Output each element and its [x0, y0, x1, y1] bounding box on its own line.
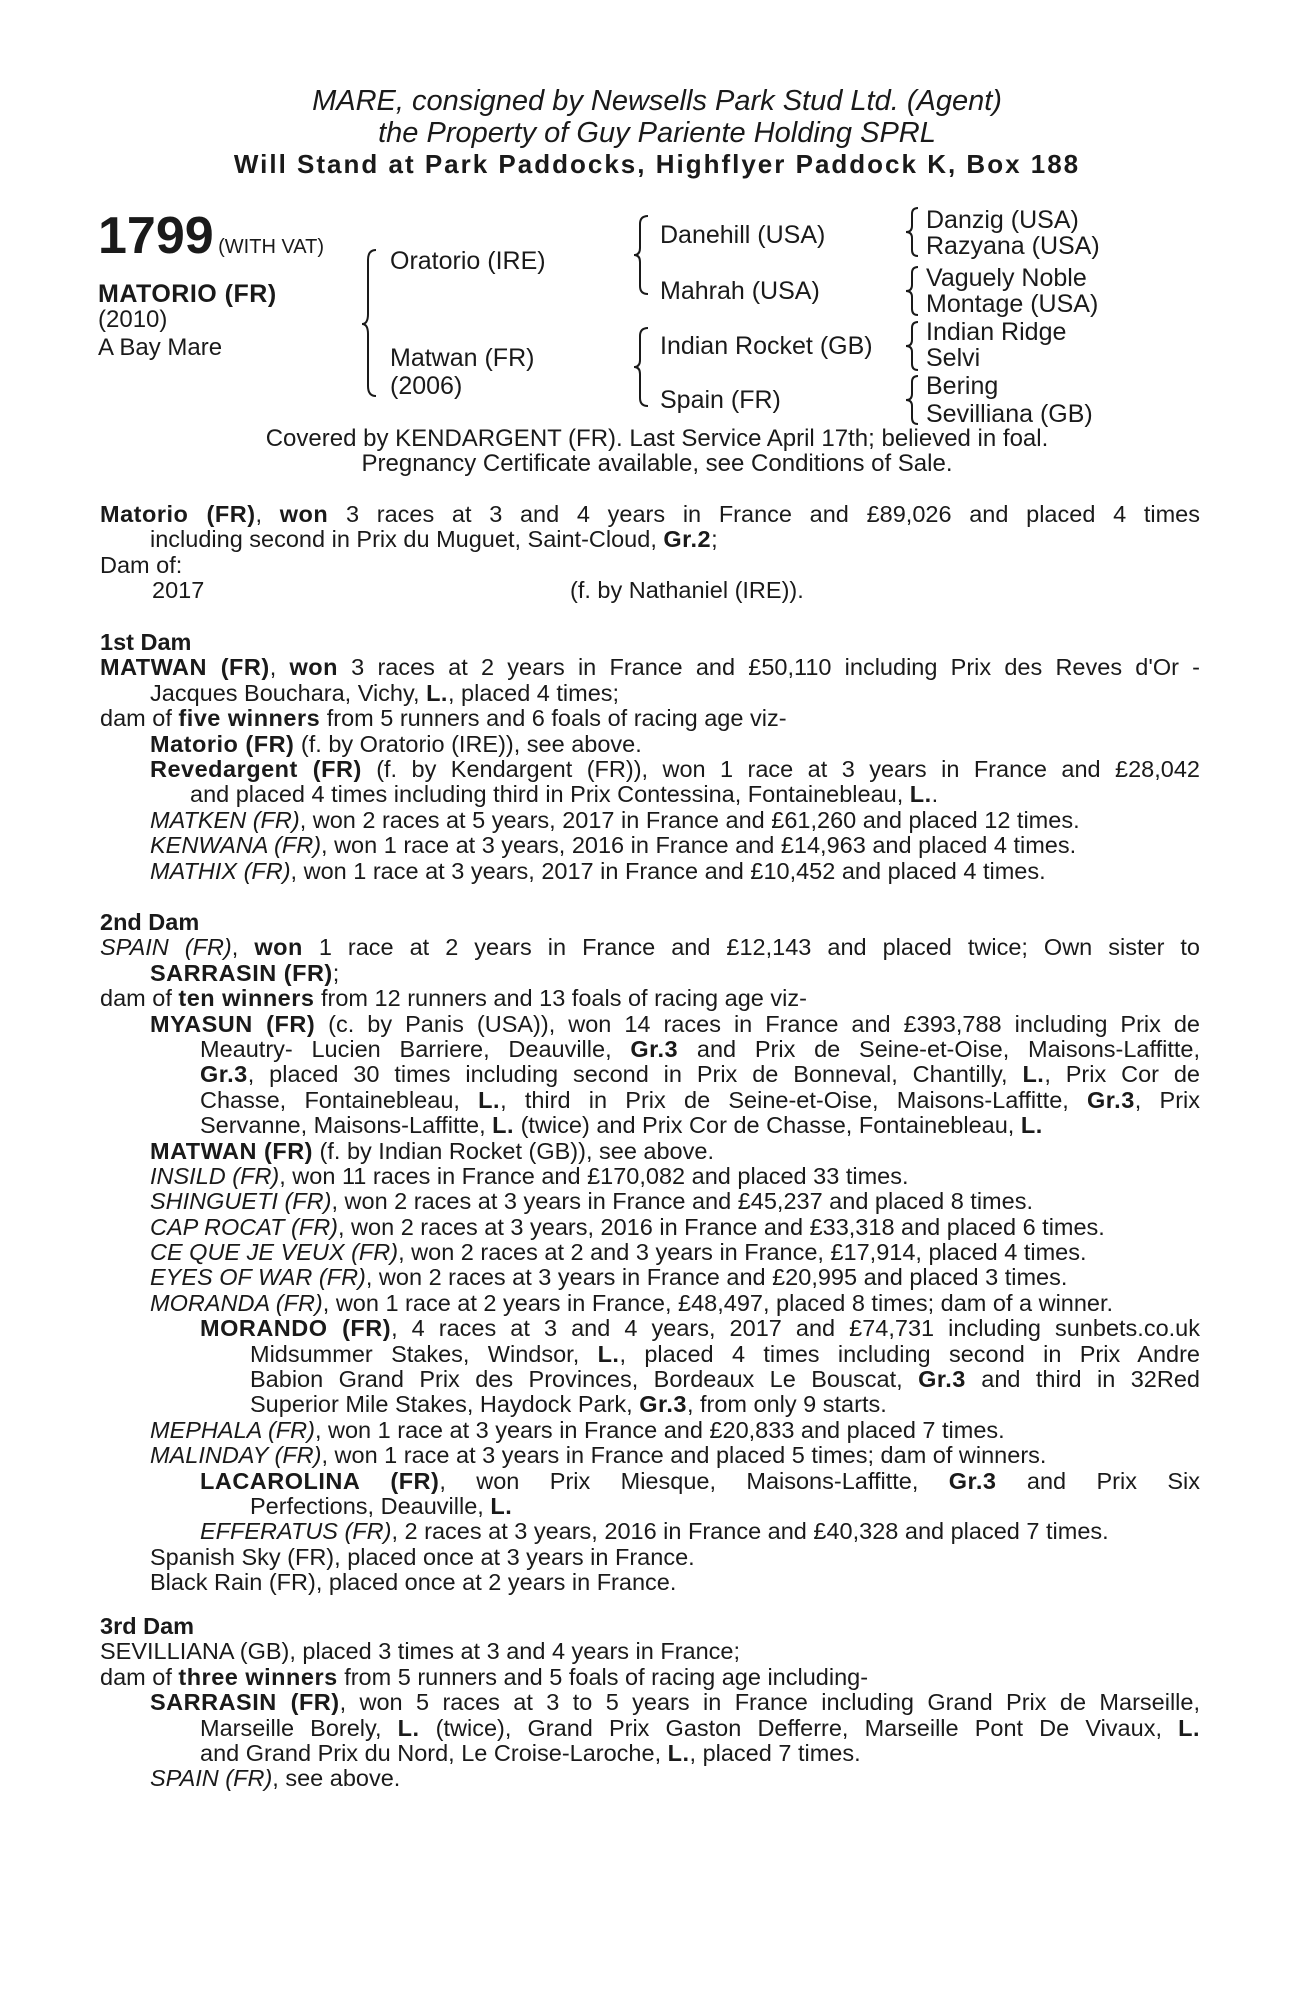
produce-shingueti: SHINGUETI (FR), won 2 races at 3 years in France and £45,237 and placed 8 times.: [150, 1188, 1033, 1215]
intro-line-2: including second in Prix du Muguet, Saint-Cloud, Gr.2;: [150, 526, 718, 553]
sire-dam-sire: Vaguely Noble: [926, 264, 1087, 292]
produce-myasun-line-2: Meautry- Lucien Barriere, Deauville, Gr.3 and Prix de Seine-et-Oise, Maisons-Laffitte,: [200, 1036, 1200, 1062]
produce-morando: MORANDO (FR), 4 races at 3 and 4 years, 2017 and £74,731 including sunbets.co.uk: [200, 1316, 1200, 1342]
produce-cap-rocat: CAP ROCAT (FR), won 2 races at 3 years, 2016 in France and £33,318 and placed 6 times.: [150, 1213, 1105, 1240]
produce-moranda: MORANDA (FR), won 1 race at 2 years in France, £48,497, placed 8 times; dam of a winner.: [150, 1289, 1114, 1316]
produce-malinday: MALINDAY (FR), won 1 race at 3 years in France and placed 5 times; dam of winners.: [150, 1442, 1047, 1469]
second-dam-section: [100, 910, 1200, 1596]
gen3-brace-4: [904, 374, 924, 426]
dam-dam: Spain (FR): [660, 386, 781, 414]
intro-line-1: Matorio (FR), won 3 races at 3 and 4 years in France and £89,026 and placed 4 times: [100, 502, 1200, 527]
lot-description: A Bay Mare: [98, 334, 223, 361]
third-dam-line-1: SEVILLIANA (GB), placed 3 times at 3 and 4 years in France;: [100, 1638, 741, 1665]
vat-note: (WITH VAT): [218, 236, 325, 258]
sire-name: Oratorio (IRE): [390, 247, 546, 275]
third-dam-line-2: dam of three winners from 5 runners and 5 foals of racing age including-: [100, 1663, 869, 1690]
intro-section: [100, 502, 1200, 604]
second-dam-line-1: SPAIN (FR), won 1 race at 2 years in France and £12,143 and placed twice; Own sister to: [100, 935, 1200, 961]
sire-sire-sire: Danzig (USA): [926, 206, 1079, 234]
produce-matorio: Matorio (FR) (f. by Oratorio (IRE)), see above.: [150, 730, 642, 757]
first-dam-line-1: MATWAN (FR), won 3 races at 2 years in France and £50,110 including Prix des Reves d'Or -: [100, 655, 1200, 681]
intro-dam-of: Dam of:: [100, 551, 183, 578]
produce-eyes-of-war: EYES OF WAR (FR), won 2 races at 3 years in France and £20,995 and placed 3 times.: [150, 1264, 1068, 1291]
first-dam-section: [100, 630, 1200, 884]
second-dam-line-3: dam of ten winners from 12 runners and 13 foals of racing age viz-: [100, 985, 807, 1012]
sire-dam-dam: Montage (USA): [926, 290, 1099, 318]
lot-number: 1799: [98, 207, 214, 265]
third-dam-section: [100, 1614, 1200, 1792]
lot-name: MATORIO (FR): [98, 280, 277, 308]
lot-year: (2010): [98, 306, 168, 333]
produce-kenwana: KENWANA (FR), won 1 race at 3 years, 2016 in France and £14,963 and placed 4 times.: [150, 832, 1077, 859]
sire-sire-dam: Razyana (USA): [926, 232, 1100, 260]
produce-morando-line-2: Midsummer Stakes, Windsor, L., placed 4 times including second in Prix Andre: [250, 1341, 1200, 1367]
produce-ce-que-je-veux: CE QUE JE VEUX (FR), won 2 races at 2 and 3 years in France, £17,914, placed 4 times.: [150, 1239, 1087, 1266]
produce-efferatus: EFFERATUS (FR), 2 races at 3 years, 2016 in France and £40,328 and placed 7 times.: [200, 1518, 1109, 1545]
sire-line-brace: [634, 214, 658, 296]
produce-lacarolina-line-2: Perfections, Deauville, L.: [250, 1492, 513, 1519]
produce-myasun-line-5: Servanne, Maisons-Laffitte, L. (twice) and Prix Cor de Chasse, Fontainebleau, L.: [200, 1112, 1043, 1139]
sire-sire: Danehill (USA): [660, 221, 826, 249]
produce-lacarolina: LACAROLINA (FR), won Prix Miesque, Maisons-Laffitte, Gr.3 and Prix Six: [200, 1468, 1200, 1494]
dam-dam-sire: Bering: [926, 372, 999, 400]
produce-insild: INSILD (FR), won 11 races in France and £170,082 and placed 33 times.: [150, 1162, 909, 1189]
produce-matwan: MATWAN (FR) (f. by Indian Rocket (GB)), see above.: [150, 1137, 714, 1164]
first-dam-heading: 1st Dam: [100, 629, 192, 655]
cover-note: Covered by KENDARGENT (FR). Last Service April 17th; believed in foal.: [265, 425, 1049, 452]
produce-spain: SPAIN (FR), see above.: [150, 1765, 401, 1792]
header-location: Will Stand at Park Paddocks, Highflyer Paddock K, Box 188: [233, 149, 1081, 179]
pregnancy-note: Pregnancy Certificate available, see Conditions of Sale.: [361, 450, 953, 477]
produce-myasun-line-4: Chasse, Fontainebleau, L., third in Prix de Seine-et-Oise, Maisons-Laffitte, Gr.3, Prix: [200, 1087, 1200, 1113]
produce-black-rain: Black Rain (FR), placed once at 2 years in France.: [150, 1569, 677, 1596]
lot-number-block: [98, 206, 324, 266]
produce-sarrasin-line-2: Marseille Borely, L. (twice), Grand Prix Gaston Defferre, Marseille Pont De Vivaux, L.: [200, 1715, 1200, 1741]
intro-foal: 2017 (f. by Nathaniel (IRE)).: [152, 577, 804, 604]
produce-mephala: MEPHALA (FR), won 1 race at 3 years in France and £20,833 and placed 7 times.: [150, 1416, 1005, 1443]
header-consignor: MARE, consigned by Newsells Park Stud Ltd. (Agent): [312, 85, 1002, 117]
first-dam-line-3: dam of five winners from 5 runners and 6 foals of racing age viz-: [100, 705, 787, 732]
dam-sire-sire: Indian Ridge: [926, 318, 1067, 346]
gen3-brace-1: [904, 206, 924, 258]
header-property: the Property of Guy Pariente Holding SPRL: [378, 117, 936, 149]
dam-name: Matwan (FR): [390, 344, 535, 372]
produce-myasun-line-3: Gr.3, placed 30 times including second in Prix de Bonneval, Chantilly, L., Prix Cor de: [200, 1062, 1200, 1088]
sire-dam-brace: [362, 248, 392, 398]
second-dam-heading: 2nd Dam: [100, 909, 200, 935]
second-dam-line-2: SARRASIN (FR);: [150, 959, 340, 986]
sire-dam: Mahrah (USA): [660, 277, 820, 305]
dam-line-brace: [634, 326, 658, 408]
produce-sarrasin: SARRASIN (FR), won 5 races at 3 to 5 years in France including Grand Prix de Marseille,: [150, 1690, 1200, 1716]
gen3-brace-2: [904, 265, 924, 317]
produce-spanish-sky: Spanish Sky (FR), placed once at 3 years in France.: [150, 1543, 695, 1570]
first-dam-line-2: Jacques Bouchara, Vichy, L., placed 4 times;: [150, 679, 620, 706]
produce-myasun: MYASUN (FR) (c. by Panis (USA)), won 14 races in France and £393,788 including Prix de: [150, 1011, 1200, 1037]
dam-year: (2006): [390, 372, 463, 400]
produce-morando-line-4: Superior Mile Stakes, Haydock Park, Gr.3, from only 9 starts.: [250, 1391, 887, 1418]
produce-revedargent: Revedargent (FR) (f. by Kendargent (FR)), won 1 race at 3 years in France and £28,042: [150, 756, 1200, 782]
produce-mathix: MATHIX (FR), won 1 race at 3 years, 2017 in France and £10,452 and placed 4 times.: [150, 857, 1046, 884]
third-dam-heading: 3rd Dam: [100, 1613, 195, 1639]
produce-revedargent-line-2: and placed 4 times including third in Prix Contessina, Fontainebleau, L..: [190, 781, 939, 808]
dam-dam-dam: Sevilliana (GB): [926, 400, 1093, 428]
produce-matken: MATKEN (FR), won 2 races at 5 years, 2017 in France and £61,260 and placed 12 times.: [150, 806, 1080, 833]
gen3-brace-3: [904, 320, 924, 372]
dam-sire: Indian Rocket (GB): [660, 332, 873, 360]
produce-morando-line-3: Babion Grand Prix des Provinces, Bordeaux Le Bouscat, Gr.3 and third in 32Red: [250, 1367, 1200, 1393]
dam-sire-dam: Selvi: [926, 344, 981, 372]
produce-sarrasin-line-3: and Grand Prix du Nord, Le Croise-Laroche, L., placed 7 times.: [200, 1739, 861, 1766]
